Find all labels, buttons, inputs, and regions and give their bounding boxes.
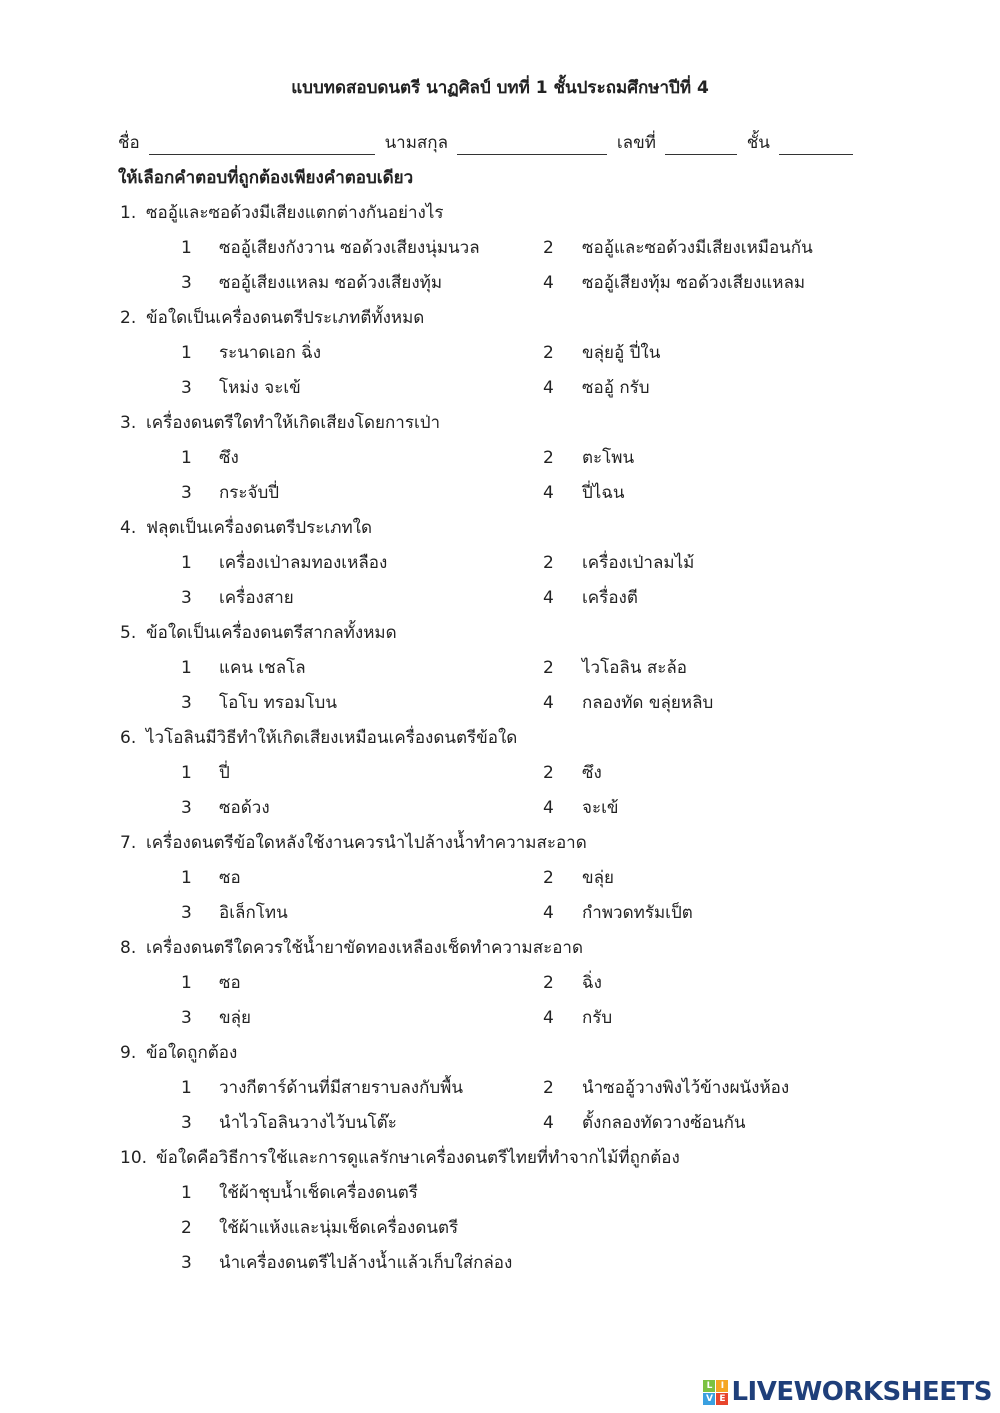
question-row <box>0 511 1000 546</box>
option-number: 4 <box>543 273 554 293</box>
option-3[interactable]: นำไวโอลินวางไว้บนโต๊ะ <box>219 1113 397 1133</box>
number-field[interactable] <box>665 132 737 155</box>
question-number: 8. <box>120 938 137 958</box>
option-4[interactable]: กรับ <box>582 1008 613 1028</box>
option-2[interactable]: ขลุ่ย <box>582 868 614 888</box>
option-1[interactable]: ปี่ <box>219 763 230 783</box>
option-2[interactable]: ซึง <box>582 763 602 783</box>
question-row <box>0 301 1000 336</box>
option-4[interactable]: ซออู้เสียงทุ้ม ซอด้วงเสียงแหลม <box>582 273 806 293</box>
option-row <box>0 336 1000 371</box>
option-number: 2 <box>543 553 554 573</box>
option-number: 1 <box>181 238 192 258</box>
option-number: 4 <box>543 588 554 608</box>
option-number: 4 <box>543 483 554 503</box>
option-number: 3 <box>181 273 192 293</box>
option-row <box>0 1176 1000 1211</box>
option-row <box>0 371 1000 406</box>
option-row <box>0 546 1000 581</box>
student-info-row <box>118 126 818 161</box>
option-1[interactable]: ระนาดเอก ฉิ่ง <box>219 343 322 363</box>
name-field[interactable] <box>149 132 375 155</box>
option-number: 3 <box>181 1113 192 1133</box>
logo-tiles <box>703 1380 728 1405</box>
option-1[interactable]: ใช้ผ้าชุบน้ำเช็ดเครื่องดนตรี <box>219 1183 418 1203</box>
option-1[interactable]: ซอ <box>219 868 241 888</box>
logo-tile-icon: L <box>703 1380 715 1392</box>
question-row <box>0 721 1000 756</box>
option-number: 3 <box>181 1008 192 1028</box>
option-1[interactable]: ซออู้เสียงกังวาน ซอด้วงเสียงนุ่มนวล <box>219 238 480 258</box>
option-2[interactable]: เครื่องเป่าลมไม้ <box>582 553 695 573</box>
option-row <box>0 756 1000 791</box>
surname-field[interactable] <box>457 132 607 155</box>
option-row <box>0 686 1000 721</box>
question-text: ข้อใดคือวิธีการใช้และการดูแลรักษาเครื่องดนตรีไทยที่ทำจากไม้ที่ถูกต้อง <box>156 1148 680 1168</box>
option-3[interactable]: ขลุ่ย <box>219 1008 251 1028</box>
option-3[interactable]: อิเล็กโทน <box>219 903 288 923</box>
option-2[interactable]: ใช้ผ้าแห้งและนุ่มเช็ดเครื่องดนตรี <box>219 1218 459 1238</box>
option-number: 3 <box>181 483 192 503</box>
option-3[interactable]: ซออู้เสียงแหลม ซอด้วงเสียงทุ้ม <box>219 273 443 293</box>
option-number: 4 <box>543 903 554 923</box>
option-number: 3 <box>181 903 192 923</box>
option-row <box>0 441 1000 476</box>
option-1[interactable]: วางกีตาร์ด้านที่มีสายราบลงกับพื้น <box>219 1078 464 1098</box>
option-row <box>0 476 1000 511</box>
question-text: ข้อใดถูกต้อง <box>146 1043 238 1063</box>
option-number: 4 <box>543 693 554 713</box>
option-row <box>0 966 1000 1001</box>
option-row <box>0 1071 1000 1106</box>
option-3[interactable]: โหม่ง จะเข้ <box>219 378 301 398</box>
question-row <box>0 1141 1000 1176</box>
option-2[interactable]: ซออู้และซอด้วงมีเสียงเหมือนกัน <box>582 238 813 258</box>
option-number: 4 <box>543 1008 554 1028</box>
question-text: ข้อใดเป็นเครื่องดนตรีประเภทตีทั้งหมด <box>146 308 425 328</box>
option-4[interactable]: กำพวดทรัมเป็ต <box>582 903 693 923</box>
option-number: 1 <box>181 1078 192 1098</box>
option-number: 3 <box>181 798 192 818</box>
option-number: 1 <box>181 343 192 363</box>
question-row <box>0 616 1000 651</box>
option-2[interactable]: ตะโพน <box>582 448 635 468</box>
option-number: 2 <box>181 1218 192 1238</box>
option-2[interactable]: ฉิ่ง <box>582 973 602 993</box>
option-number: 2 <box>543 868 554 888</box>
option-number: 2 <box>543 763 554 783</box>
option-number: 2 <box>543 973 554 993</box>
option-row <box>0 896 1000 931</box>
option-number: 2 <box>543 343 554 363</box>
option-row <box>0 791 1000 826</box>
option-number: 4 <box>543 378 554 398</box>
question-text: ซออู้และซอด้วงมีเสียงแตกต่างกันอย่างไร <box>146 203 444 223</box>
option-2[interactable]: ขลุ่ยอู้ ปี่ใน <box>582 343 661 363</box>
option-1[interactable]: ซึง <box>219 448 239 468</box>
class-field[interactable] <box>779 132 853 155</box>
option-3[interactable]: ซอด้วง <box>219 798 270 818</box>
option-4[interactable]: กลองทัด ขลุ่ยหลิบ <box>582 693 714 713</box>
option-number: 3 <box>181 1253 192 1273</box>
option-row <box>0 231 1000 266</box>
option-2[interactable]: ไวโอลิน สะล้อ <box>582 658 688 678</box>
page-title: แบบทดสอบดนตรี นาฏศิลป์ บทที่ 1 ชั้นประถมศึกษาปีที่ 4 <box>291 78 709 98</box>
question-number: 7. <box>120 833 137 853</box>
question-number: 6. <box>120 728 137 748</box>
option-1[interactable]: ซอ <box>219 973 241 993</box>
option-1[interactable]: แคน เชลโล <box>219 658 306 678</box>
option-number: 3 <box>181 378 192 398</box>
question-text: ฟลุตเป็นเครื่องดนตรีประเภทใด <box>146 518 372 538</box>
option-4[interactable]: ตั้งกลองทัดวางซ้อนกัน <box>582 1113 746 1133</box>
option-number: 1 <box>181 448 192 468</box>
option-row <box>0 1246 1000 1281</box>
option-row <box>0 581 1000 616</box>
logo-tile-icon: E <box>716 1393 728 1405</box>
option-number: 3 <box>181 693 192 713</box>
liveworksheets-logo <box>703 1377 992 1407</box>
option-3[interactable]: เครื่องสาย <box>219 588 294 608</box>
instruction: ให้เลือกคำตอบที่ถูกต้องเพียงคำตอบเดียว <box>118 168 414 188</box>
question-number: 9. <box>120 1043 137 1063</box>
option-1[interactable]: เครื่องเป่าลมทองเหลือง <box>219 553 388 573</box>
option-row <box>0 1001 1000 1036</box>
option-row <box>0 266 1000 301</box>
option-number: 2 <box>543 238 554 258</box>
option-number: 1 <box>181 658 192 678</box>
option-4[interactable]: จะเข้ <box>582 798 619 818</box>
option-number: 1 <box>181 763 192 783</box>
option-row <box>0 1106 1000 1141</box>
number-label: เลขที่ <box>616 133 656 153</box>
question-text: ข้อใดเป็นเครื่องดนตรีสากลทั้งหมด <box>146 623 397 643</box>
logo-tile-icon: I <box>716 1380 728 1392</box>
question-number: 4. <box>120 518 137 538</box>
question-number: 5. <box>120 623 137 643</box>
option-4[interactable]: เครื่องตี <box>582 588 638 608</box>
option-number: 1 <box>181 1183 192 1203</box>
option-number: 4 <box>543 798 554 818</box>
option-4[interactable]: ซออู้ กรับ <box>582 378 650 398</box>
option-number: 3 <box>181 588 192 608</box>
question-number: 3. <box>120 413 137 433</box>
option-row <box>0 651 1000 686</box>
question-row <box>0 196 1000 231</box>
option-row <box>0 1211 1000 1246</box>
surname-label: นามสกุล <box>384 133 449 153</box>
option-number: 2 <box>543 1078 554 1098</box>
logo-tile-icon: V <box>703 1393 715 1405</box>
question-number: 2. <box>120 308 137 328</box>
option-number: 2 <box>543 658 554 678</box>
option-number: 1 <box>181 553 192 573</box>
question-list <box>0 196 1000 1281</box>
option-number: 2 <box>543 448 554 468</box>
question-row <box>0 931 1000 966</box>
logo-text: LIVEWORKSHEETS <box>731 1377 992 1407</box>
option-row <box>0 861 1000 896</box>
option-3[interactable]: นำเครื่องดนตรีไปล้างน้ำแล้วเก็บใส่กล่อง <box>219 1253 513 1273</box>
question-number: 10. <box>120 1148 148 1168</box>
question-row <box>0 406 1000 441</box>
question-row <box>0 826 1000 861</box>
question-text: เครื่องดนตรีใดทำให้เกิดเสียงโดยการเป่า <box>146 413 441 433</box>
question-text: เครื่องดนตรีข้อใดหลังใช้งานควรนำไปล้างน้ำทำความสะอาด <box>146 833 587 853</box>
option-number: 1 <box>181 868 192 888</box>
option-number: 1 <box>181 973 192 993</box>
option-3[interactable]: กระจับปี่ <box>219 483 280 503</box>
option-number: 4 <box>543 1113 554 1133</box>
question-number: 1. <box>120 203 137 223</box>
option-4[interactable]: ปี่ไฉน <box>582 483 625 503</box>
class-label: ชั้น <box>746 133 770 153</box>
question-row <box>0 1036 1000 1071</box>
option-2[interactable]: นำซออู้วางพิงไว้ข้างผนังห้อง <box>582 1078 790 1098</box>
question-text: ไวโอลินมีวิธีทำให้เกิดเสียงเหมือนเครื่องดนตรีข้อใด <box>146 728 518 748</box>
name-label: ชื่อ <box>118 133 140 153</box>
question-text: เครื่องดนตรีใดควรใช้น้ำยาขัดทองเหลืองเช็ดทำความสะอาด <box>146 938 583 958</box>
option-3[interactable]: โอโบ ทรอมโบน <box>219 693 337 713</box>
